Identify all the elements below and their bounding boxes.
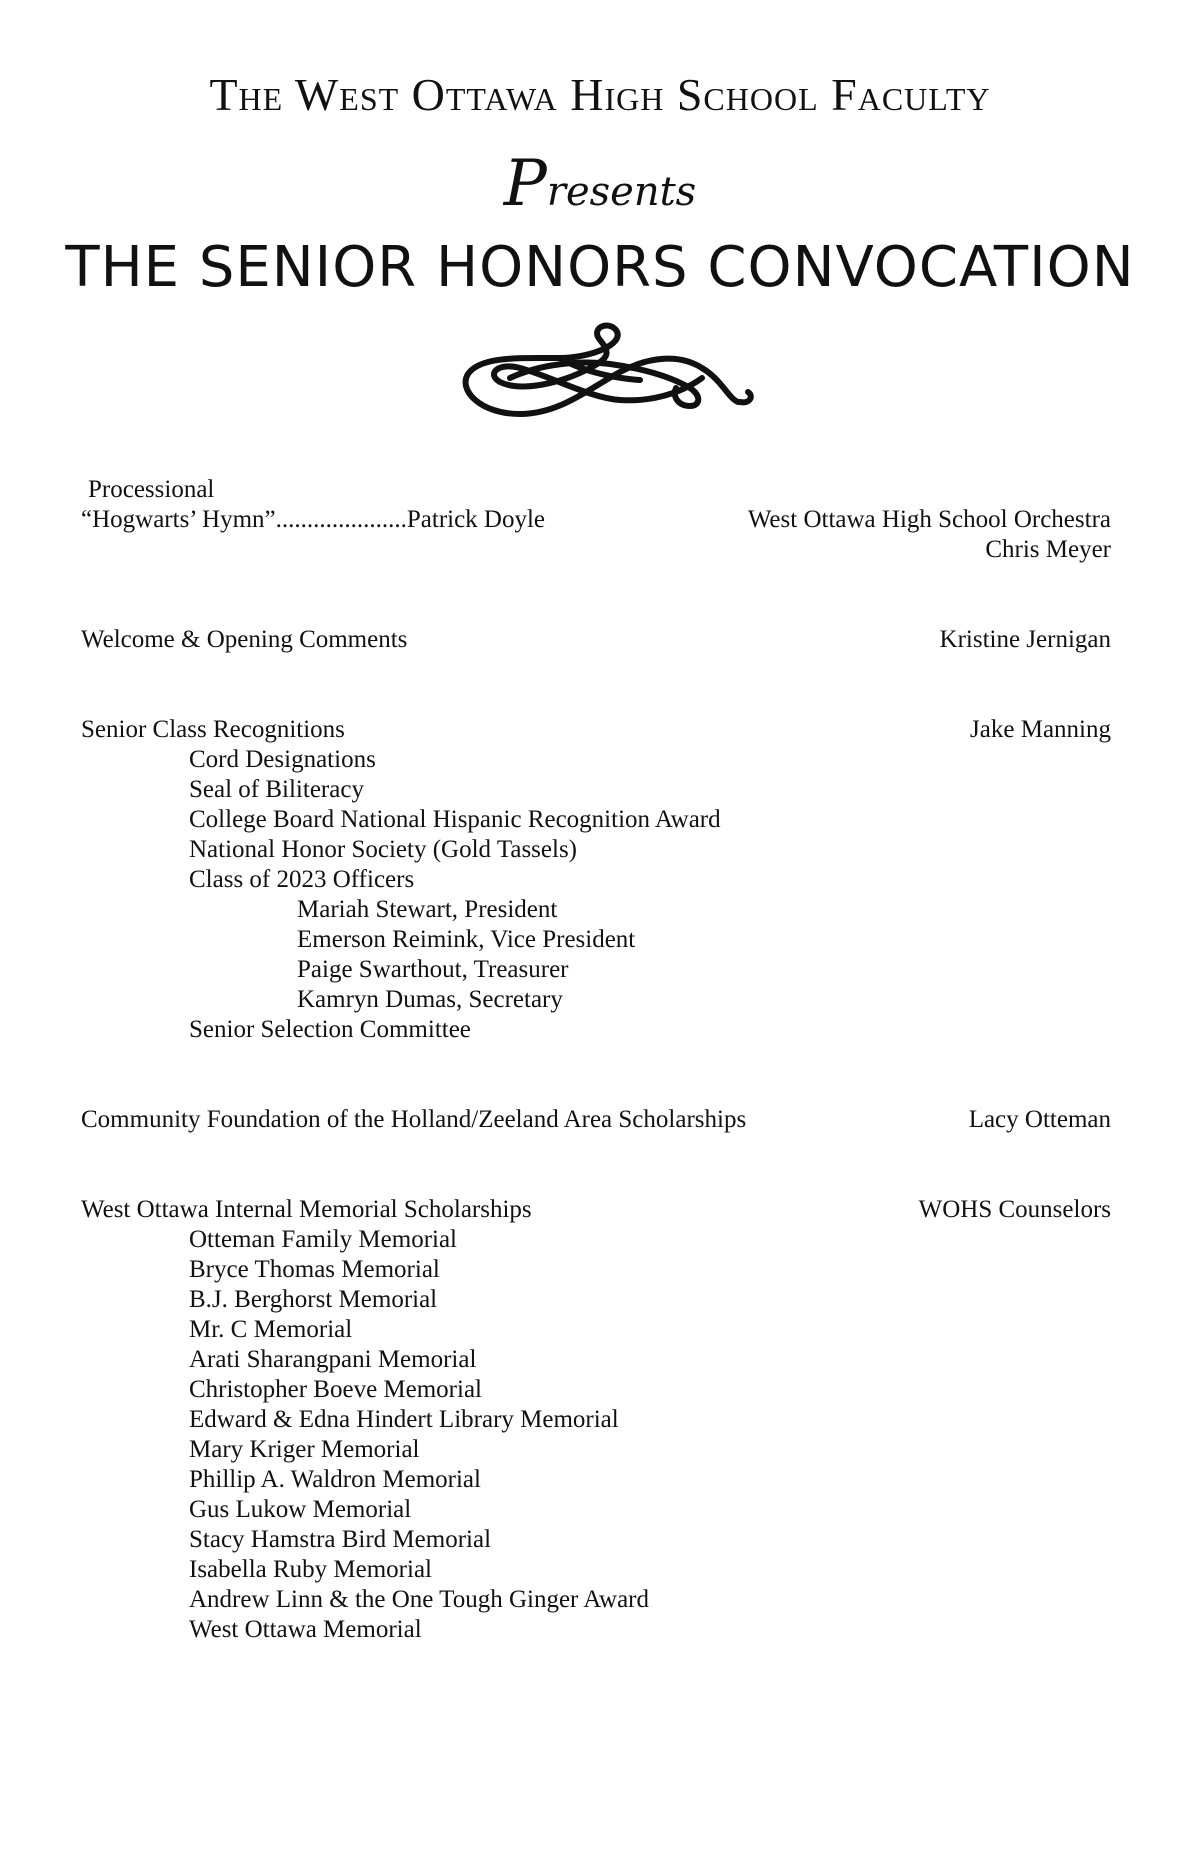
memorial-item: Phillip A. Waldron Memorial bbox=[189, 1466, 481, 1493]
processional-heading: Processional bbox=[88, 476, 215, 503]
memorial-item: Edward & Edna Hindert Library Memorial bbox=[189, 1406, 619, 1433]
memorial-presenter: WOHS Counselors bbox=[918, 1196, 1111, 1223]
community-presenter: Lacy Otteman bbox=[968, 1106, 1111, 1133]
list-item: Senior Selection Committee bbox=[189, 1016, 471, 1043]
welcome-presenter: Kristine Jernigan bbox=[939, 626, 1111, 653]
officer-item: Emerson Reimink, Vice President bbox=[297, 926, 636, 953]
memorial-item: West Ottawa Memorial bbox=[189, 1616, 422, 1643]
senior-class-label: Senior Class Recognitions bbox=[81, 716, 345, 743]
event-title: THE SENIOR HONORS CONVOCATION bbox=[65, 235, 1135, 300]
officer-item: Paige Swarthout, Treasurer bbox=[297, 956, 569, 983]
presents-rest: resents bbox=[546, 169, 697, 215]
memorial-item: Mr. C Memorial bbox=[189, 1316, 353, 1343]
welcome-label: Welcome & Opening Comments bbox=[81, 626, 408, 653]
officer-item: Mariah Stewart, President bbox=[297, 896, 558, 923]
memorial-item: Stacy Hamstra Bird Memorial bbox=[189, 1526, 492, 1553]
processional-piece: “Hogwarts’ Hymn”.....................Patrick Doyle bbox=[81, 506, 546, 533]
list-item: National Honor Society (Gold Tassels) bbox=[189, 836, 578, 863]
list-item: Cord Designations bbox=[189, 746, 376, 773]
memorial-item: Isabella Ruby Memorial bbox=[189, 1556, 432, 1583]
memorial-item: Christopher Boeve Memorial bbox=[189, 1376, 482, 1403]
list-item: Seal of Biliteracy bbox=[189, 776, 364, 803]
community-label: Community Foundation of the Holland/Zeeland Area Scholarships bbox=[81, 1106, 747, 1133]
memorial-item: Mary Kriger Memorial bbox=[189, 1436, 420, 1463]
memorial-item: Andrew Linn & the One Tough Ginger Award bbox=[189, 1586, 649, 1613]
presents-initial: P bbox=[503, 147, 547, 221]
senior-class-presenter: Jake Manning bbox=[970, 716, 1111, 743]
memorial-item: Bryce Thomas Memorial bbox=[189, 1256, 440, 1283]
processional-performer: West Ottawa High School Orchestra bbox=[747, 506, 1111, 533]
memorial-item: Otteman Family Memorial bbox=[189, 1226, 458, 1253]
memorial-label: West Ottawa Internal Memorial Scholarships bbox=[81, 1196, 532, 1223]
faculty-heading: The West Ottawa High School Faculty bbox=[209, 69, 991, 120]
memorial-item: Arati Sharangpani Memorial bbox=[189, 1346, 477, 1373]
memorial-item: Gus Lukow Memorial bbox=[189, 1496, 412, 1523]
memorial-item: B.J. Berghorst Memorial bbox=[189, 1286, 438, 1313]
list-item: Class of 2023 Officers bbox=[189, 866, 415, 893]
list-item: College Board National Hispanic Recognition Award bbox=[189, 806, 721, 833]
officer-item: Kamryn Dumas, Secretary bbox=[297, 986, 563, 1013]
processional-conductor: Chris Meyer bbox=[985, 536, 1111, 563]
